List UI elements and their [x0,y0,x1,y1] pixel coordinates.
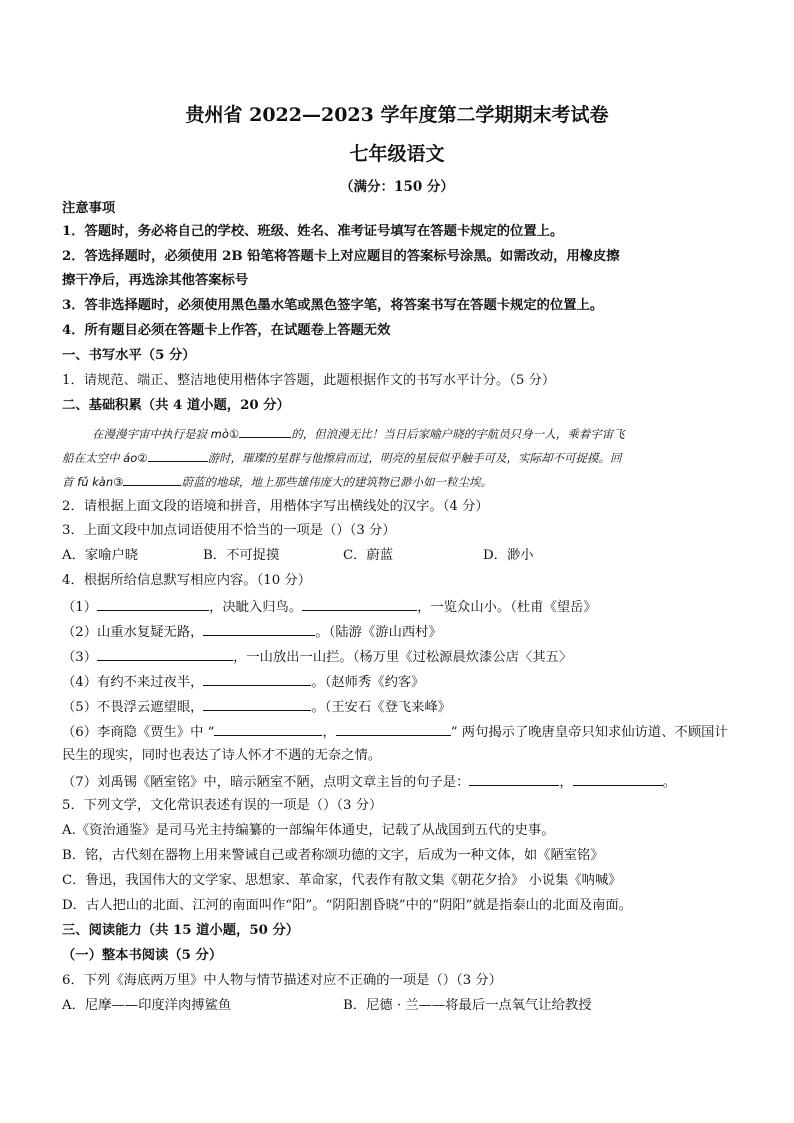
blank-4-7b[interactable] [573,772,663,786]
question-5-option-b[interactable]: B．铭，古代刻在器物上用来警诫自己或者称颂功德的文字，后成为一种文体，如《陋室铭》 [62,848,604,863]
item-text: （7）刘禹锡《陋室铭》中，暗示陋室不陋，点明文章主旨的句子是： [62,775,470,790]
item-text: ” 两句揭示了晚唐皇帝只知求仙访道、不顾国计 [450,725,728,740]
passage-text: 的，但浪漫无比！当日后家喻户晓的宇航员只身一人，乘着宇宙飞 [291,427,625,441]
blank-4-4[interactable] [203,672,311,686]
exam-title: 贵州省 2022—2023 学年度第二学期期末考试卷 [185,104,609,126]
item-text: ，一山放出一山拦。（杨万里《过松源晨炊漆公店〈其五〉 [233,650,573,665]
item-text: 。 [662,775,676,790]
question-4-5 [62,697,736,717]
item-text: （6）李商隐《贾生》中 “ [62,725,215,740]
blank-4-1b[interactable] [302,597,417,611]
blank-4-6a[interactable] [214,722,322,736]
blank-4-2[interactable] [203,622,315,636]
item-text: ， [559,775,573,790]
section3-heading: 三、阅读能力（共 15 道小题，50 分） [62,923,300,938]
item-label: （1） [62,600,98,615]
question-2: 2．请根据上面文段的语境和拼音，用楷体字写出横线处的汉字。（4 分） [62,499,489,514]
question-3: 3．上面文段中加点词语使用不恰当的一项是（）（3 分） [62,523,396,538]
passage-text: 在漫漫宇宙中执行是寂 mò① [92,427,240,441]
blank-4-5[interactable] [203,697,311,711]
item-text: ，一览众山小。（杜甫《望岳》 [417,600,597,615]
question-6-option-b[interactable]: B．尼德 · 兰——将最后一点氧气让给教授 [343,998,592,1013]
section1-heading: 一、书写水平（5 分） [62,348,196,363]
question-5-option-a[interactable]: A.《资治通鉴》是司马光主持编纂的一部编年体通史，记载了从战国到五代的史事。 [62,823,555,838]
notice-item-1: 1．答题时，务必将自己的学校、班级、姓名、准考证号填写在答题卡规定的位置上。 [62,224,564,239]
passage-text: 首 fǔ kàn③ [62,475,124,489]
blank-2[interactable] [148,448,208,462]
blank-4-6b[interactable] [336,722,451,736]
question-4-2 [62,622,736,642]
option-c[interactable]: C．蔚蓝 [343,548,394,563]
item-text: （2）山重水复疑无路， [62,625,204,640]
question-4-6-cont: 民生的现实，同时也表达了诗人怀才不遇的无奈之情。 [62,748,382,763]
question-4: 4．根据所给信息默写相应内容。（10 分） [62,573,312,588]
passage-text: 船在太空中 áo② [62,451,148,465]
question-4-1 [62,597,736,617]
passage-text: 游时，璀璨的星群与他擦肩而过，明亮的星辰似乎触手可及，实际却不可捉摸。回 [207,451,622,465]
item-text: （4）有约不来过夜半， [62,675,204,690]
passage-text: 蔚蓝的地球，地上那些雄伟庞大的建筑物已渺小如一粒尘埃。 [181,475,492,489]
section3-sub1: （一）整本书阅读（5 分） [62,948,223,963]
question-4-4 [62,672,736,692]
option-b[interactable]: B．不可捉摸 [203,548,280,563]
question-1: 1．请规范、端正、整洁地使用楷体字答题，此题根据作文的书写水平计分。（5 分） [62,373,556,388]
question-5-option-d[interactable]: D．古人把山的北面、江河的南面叫作“阳”。“阴阳割昏晓”中的“阴阳”就是指泰山的北面及南面。 [62,898,633,913]
item-text: 。（王安石《登飞来峰》 [311,700,452,715]
section2-heading: 二、基础积累（共 4 道小题，20 分） [62,398,290,413]
passage-line-1 [92,424,736,443]
exam-score: （满分：150 分） [340,179,454,195]
item-text: （5）不畏浮云遮望眼， [62,700,204,715]
passage-line-3 [62,472,736,491]
notice-item-3: 3．答非选择题时，必须使用黑色墨水笔或黑色签字笔，将答案书写在答题卡规定的位置上。 [62,298,604,313]
notice-item-2b: 擦干净后，再选涂其他答案标号 [62,273,249,288]
blank-4-1a[interactable] [97,597,209,611]
option-a[interactable]: A．家喻户晓 [62,548,139,563]
question-6: 6．下列《海底两万里》中人物与情节描述对应不正确的一项是（）（3 分） [62,973,502,988]
question-4-3 [62,647,736,667]
item-text: ，决眦入归鸟。 [209,600,303,615]
blank-4-7a[interactable] [469,772,559,786]
item-text: ， [322,725,336,740]
question-4-7 [62,772,736,792]
option-d[interactable]: D．渺小 [483,548,534,563]
notice-heading: 注意事项 [62,201,116,216]
question-5: 5．下列文学，文化常识表述有误的一项是（）（3 分） [62,798,383,813]
item-label: （3） [62,650,98,665]
question-4-6 [62,722,736,742]
blank-1[interactable] [239,424,291,438]
notice-item-2a: 2．答选择题时，必须使用 2B 铅笔将答题卡上对应题目的答案标号涂黑。如需改动，用橡皮擦 [62,249,620,264]
passage-line-2 [62,448,736,467]
blank-3[interactable] [123,472,181,486]
question-6-option-a[interactable]: A．尼摩——印度洋肉搏鲨鱼 [62,998,232,1013]
item-text: 。（赵师秀《约客》 [311,675,425,690]
blank-4-3[interactable] [97,647,233,661]
notice-item-4: 4．所有题目必须在答题卡上作答，在试题卷上答题无效 [62,323,391,338]
question-5-option-c[interactable]: C．鲁迅，我国伟大的文学家、思想家、革命家，代表作有散文集《朝花夕拾》 小说集《呐喊》 [62,873,622,888]
item-text: 。（陆游《游山西村》 [315,625,442,640]
exam-subtitle: 七年级语文 [349,143,445,165]
